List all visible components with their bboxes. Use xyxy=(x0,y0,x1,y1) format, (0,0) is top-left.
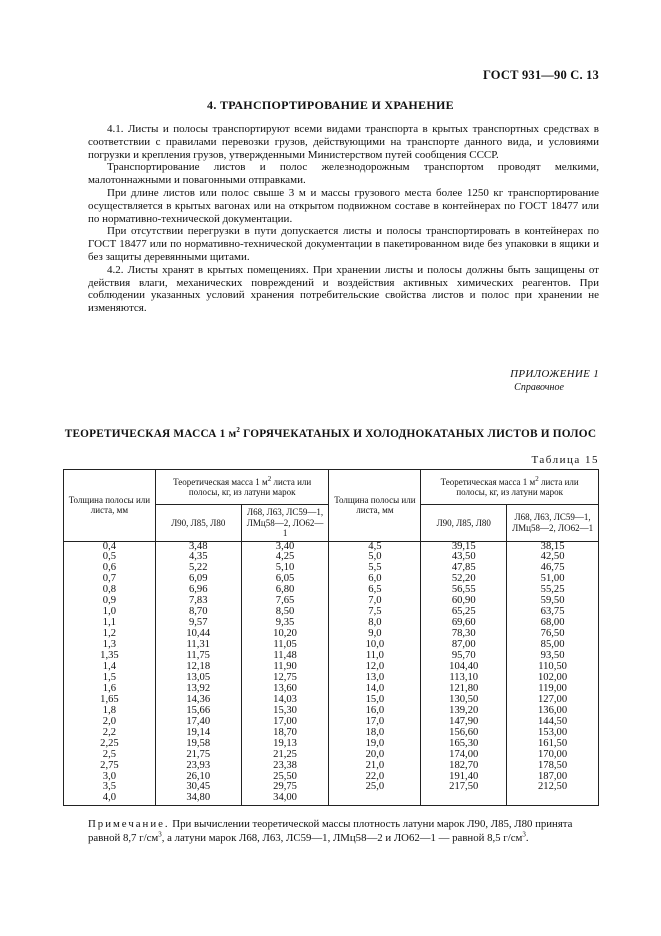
cell-mass-l68: 12,75 xyxy=(241,673,329,684)
cell-mass-l68 xyxy=(507,793,599,805)
cell-thickness: 21,0 xyxy=(329,761,421,772)
cell-thickness xyxy=(329,793,421,805)
cell-mass-l90: 217,50 xyxy=(421,782,507,793)
table-row xyxy=(64,629,599,640)
cell-thickness: 2,25 xyxy=(64,739,156,750)
cell-thickness: 0,9 xyxy=(64,596,156,607)
cell-mass-l68: 6,80 xyxy=(241,585,329,596)
table-row xyxy=(64,607,599,618)
table-row xyxy=(64,684,599,695)
paragraph: 4.1. Листы и полосы транспортируют всеми видами транспорта в крытых транспортных средствах в соответствии с правилами перевозки грузов, действующими на транспорте данного вида, и условиями погрузки и крепления грузов, утвержденными Министерством путей сообщения СССР. xyxy=(88,123,599,161)
cell-thickness: 1,65 xyxy=(64,695,156,706)
cell-thickness: 2,0 xyxy=(64,717,156,728)
header-mass-text-a: Теоретическая масса 1 м xyxy=(173,476,268,487)
cell-thickness: 0,8 xyxy=(64,585,156,596)
header-mass-text-b: листа или полосы, кг, из латуни марок xyxy=(188,476,312,497)
cell-thickness: 14,0 xyxy=(329,684,421,695)
table-title-sup: 2 xyxy=(236,426,241,435)
cell-thickness: 6,5 xyxy=(329,585,421,596)
cell-thickness: 15,0 xyxy=(329,695,421,706)
cell-thickness: 9,0 xyxy=(329,629,421,640)
cell-mass-l90: 8,70 xyxy=(155,607,241,618)
cell-mass-l90: 43,50 xyxy=(421,552,507,563)
cell-mass-l90: 130,50 xyxy=(421,695,507,706)
cell-mass-l90: 39,15 xyxy=(421,541,507,552)
table-row xyxy=(64,673,599,684)
cell-mass-l68: 21,25 xyxy=(241,750,329,761)
cell-mass-l68: 68,00 xyxy=(507,618,599,629)
cell-mass-l90: 4,35 xyxy=(155,552,241,563)
cell-mass-l90: 10,44 xyxy=(155,629,241,640)
cell-mass-l90: 78,30 xyxy=(421,629,507,640)
header-mass-text-b: листа или полосы, кг, из латуни марок xyxy=(456,476,579,497)
cell-mass-l68: 14,03 xyxy=(241,695,329,706)
cell-mass-l68: 161,50 xyxy=(507,739,599,750)
cell-mass-l90: 9,57 xyxy=(155,618,241,629)
table-row xyxy=(64,640,599,651)
cell-mass-l90: 5,22 xyxy=(155,563,241,574)
page-header: ГОСТ 931—90 С. 13 xyxy=(482,68,599,82)
cell-thickness: 3,0 xyxy=(64,772,156,783)
cell-mass-l90: 14,36 xyxy=(155,695,241,706)
cell-mass-l68: 127,00 xyxy=(507,695,599,706)
table-row xyxy=(64,717,599,728)
paragraph: При отсутствии перегрузки в пути допускается листы и полосы транспортировать в контейнерах по ГОСТ 18477 или по нормативно-технической документации в пакетированном виде без упаковки в ящики и без защиты деревянными щитами. xyxy=(88,225,599,263)
section-title: 4. ТРАНСПОРТИРОВАНИЕ И ХРАНЕНИЕ xyxy=(207,98,454,112)
cell-thickness: 3,5 xyxy=(64,782,156,793)
cell-mass-l68: 29,75 xyxy=(241,782,329,793)
cell-mass-l90: 13,05 xyxy=(155,673,241,684)
cell-mass-l90: 113,10 xyxy=(421,673,507,684)
table-row xyxy=(64,563,599,574)
table-number: Таблица 15 xyxy=(531,454,599,466)
header-alloy-l68: Л68, Л63, ЛС59—1, ЛМц58—2, ЛО62—1 xyxy=(507,505,599,542)
note-text-3: . xyxy=(525,831,529,844)
cell-thickness: 4,5 xyxy=(329,541,421,552)
cell-thickness: 1,35 xyxy=(64,651,156,662)
cell-mass-l90: 26,10 xyxy=(155,772,241,783)
cell-thickness: 1,3 xyxy=(64,640,156,651)
cell-mass-l68: 42,50 xyxy=(507,552,599,563)
table-row xyxy=(64,728,599,739)
note-text-2: , а латуни марок Л68, Л63, ЛС59—1, ЛМц58—2 и ЛО62—1 — равной 8,5 г/см xyxy=(161,831,523,844)
cell-mass-l68: 25,50 xyxy=(241,772,329,783)
cell-mass-l68: 10,20 xyxy=(241,629,329,640)
cell-mass-l90: 60,90 xyxy=(421,596,507,607)
cell-mass-l90: 56,55 xyxy=(421,585,507,596)
paragraph: 4.2. Листы хранят в крытых помещениях. При хранении листы и полосы должны быть защищены от действия влаги, механических повреждений и воздействия активных химических реагентов. При соблюдении указанных условий хранения потребительские свойства листов и полос при хранении не изменяются. xyxy=(88,263,599,315)
cell-thickness: 5,5 xyxy=(329,563,421,574)
table-title xyxy=(0,428,661,440)
cell-mass-l90: 30,45 xyxy=(155,782,241,793)
header-alloy-l90: Л90, Л85, Л80 xyxy=(155,505,241,542)
cell-mass-l68: 11,05 xyxy=(241,640,329,651)
cell-mass-l68: 46,75 xyxy=(507,563,599,574)
cell-mass-l68: 76,50 xyxy=(507,629,599,640)
cell-mass-l68: 17,00 xyxy=(241,717,329,728)
table-row xyxy=(64,761,599,772)
table-row xyxy=(64,618,599,629)
note-label: Примечание. xyxy=(88,818,170,830)
cell-thickness: 2,5 xyxy=(64,750,156,761)
cell-thickness: 8,0 xyxy=(329,618,421,629)
cell-mass-l68: 144,50 xyxy=(507,717,599,728)
cell-mass-l68: 85,00 xyxy=(507,640,599,651)
cell-mass-l68: 119,00 xyxy=(507,684,599,695)
table-row xyxy=(64,552,599,563)
cell-thickness: 0,7 xyxy=(64,574,156,585)
cell-thickness: 18,0 xyxy=(329,728,421,739)
mass-table-wrapper xyxy=(63,469,599,806)
cell-thickness: 4,0 xyxy=(64,793,156,805)
cell-mass-l68: 11,48 xyxy=(241,651,329,662)
cell-mass-l68: 11,90 xyxy=(241,662,329,673)
cell-mass-l90: 21,75 xyxy=(155,750,241,761)
cell-mass-l90: 156,60 xyxy=(421,728,507,739)
table-row xyxy=(64,574,599,585)
table-body xyxy=(64,541,599,806)
cell-thickness: 0,6 xyxy=(64,563,156,574)
table-row xyxy=(64,750,599,761)
cell-thickness: 19,0 xyxy=(329,739,421,750)
cell-mass-l68: 9,35 xyxy=(241,618,329,629)
cell-mass-l68: 6,05 xyxy=(241,574,329,585)
note-text-1: При вычислении теоретической массы плотность латуни марок Л90, Л85, Л80 принята равной 8,7 г/см xyxy=(88,818,573,844)
cell-mass-l90: 47,85 xyxy=(421,563,507,574)
cell-mass-l68: 38,15 xyxy=(507,541,599,552)
cell-mass-l68: 170,00 xyxy=(507,750,599,761)
cell-mass-l90: 13,92 xyxy=(155,684,241,695)
appendix-label xyxy=(510,368,599,394)
cell-mass-l90: 7,83 xyxy=(155,596,241,607)
cell-mass-l68: 5,10 xyxy=(241,563,329,574)
cell-thickness: 11,0 xyxy=(329,651,421,662)
cell-mass-l90: 19,14 xyxy=(155,728,241,739)
cell-thickness: 1,0 xyxy=(64,607,156,618)
cell-mass-l90: 11,75 xyxy=(155,651,241,662)
table-row xyxy=(64,793,599,805)
cell-thickness: 25,0 xyxy=(329,782,421,793)
table-row xyxy=(64,739,599,750)
cell-mass-l68: 178,50 xyxy=(507,761,599,772)
cell-mass-l90: 104,40 xyxy=(421,662,507,673)
cell-mass-l68: 110,50 xyxy=(507,662,599,673)
cell-mass-l68: 4,25 xyxy=(241,552,329,563)
cell-thickness: 2,75 xyxy=(64,761,156,772)
cell-thickness: 17,0 xyxy=(329,717,421,728)
table-row xyxy=(64,706,599,717)
cell-thickness: 20,0 xyxy=(329,750,421,761)
cell-mass-l68: 136,00 xyxy=(507,706,599,717)
table-row xyxy=(64,782,599,793)
header-mass-text-a: Теоретическая масса 1 м xyxy=(440,476,536,487)
cell-mass-l68: 13,60 xyxy=(241,684,329,695)
cell-mass-l90: 6,96 xyxy=(155,585,241,596)
cell-mass-l68: 212,50 xyxy=(507,782,599,793)
cell-mass-l90: 191,40 xyxy=(421,772,507,783)
note-sup-2: 3 xyxy=(522,829,526,838)
mass-table xyxy=(63,469,599,806)
cell-mass-l90: 23,93 xyxy=(155,761,241,772)
cell-thickness: 7,5 xyxy=(329,607,421,618)
cell-thickness: 22,0 xyxy=(329,772,421,783)
cell-mass-l68: 8,50 xyxy=(241,607,329,618)
cell-mass-l68: 23,38 xyxy=(241,761,329,772)
cell-thickness: 1,8 xyxy=(64,706,156,717)
cell-thickness: 7,0 xyxy=(329,596,421,607)
table-row xyxy=(64,541,599,552)
cell-thickness: 13,0 xyxy=(329,673,421,684)
cell-mass-l90: 52,20 xyxy=(421,574,507,585)
cell-mass-l90: 147,90 xyxy=(421,717,507,728)
cell-mass-l90: 165,30 xyxy=(421,739,507,750)
table-row xyxy=(64,651,599,662)
paragraph: Транспортирование листов и полос железнодорожным транспортом проводят мелкими, малотоннажными и повагонными отправками. xyxy=(88,161,599,187)
cell-thickness: 2,2 xyxy=(64,728,156,739)
cell-mass-l68: 15,30 xyxy=(241,706,329,717)
table-row xyxy=(64,585,599,596)
cell-mass-l90: 3,48 xyxy=(155,541,241,552)
cell-mass-l68: 187,00 xyxy=(507,772,599,783)
paragraph: При длине листов или полос свыше 3 м и массы грузового места более 1250 кг транспортирование осуществляется в крытых вагонах или на открытом подвижном составе в контейнерах по ГОСТ 18477 или по нормативно-технической документации. xyxy=(88,186,599,225)
table-row xyxy=(64,695,599,706)
note-sup-1: 3 xyxy=(158,829,162,838)
cell-thickness: 1,1 xyxy=(64,618,156,629)
cell-mass-l90: 174,00 xyxy=(421,750,507,761)
cell-thickness: 16,0 xyxy=(329,706,421,717)
appendix-type: Справочное xyxy=(514,382,564,393)
cell-mass-l90: 65,25 xyxy=(421,607,507,618)
cell-thickness: 0,5 xyxy=(64,552,156,563)
header-mass-2 xyxy=(421,470,599,505)
cell-mass-l90: 15,66 xyxy=(155,706,241,717)
cell-thickness: 6,0 xyxy=(329,574,421,585)
table-title-part1: ТЕОРЕТИЧЕСКАЯ МАССА 1 м xyxy=(64,428,237,440)
header-alloy-l68: Л68, Л63, ЛС59—1, ЛМц58—2, ЛО62—1 xyxy=(241,505,329,542)
cell-mass-l68: 3,40 xyxy=(241,541,329,552)
cell-mass-l90: 95,70 xyxy=(421,651,507,662)
cell-mass-l90: 121,80 xyxy=(421,684,507,695)
cell-mass-l90: 11,31 xyxy=(155,640,241,651)
cell-mass-l90: 87,00 xyxy=(421,640,507,651)
cell-mass-l68: 93,50 xyxy=(507,651,599,662)
cell-thickness: 1,4 xyxy=(64,662,156,673)
cell-thickness: 1,2 xyxy=(64,629,156,640)
table-row xyxy=(64,662,599,673)
cell-mass-l68: 34,00 xyxy=(241,793,329,805)
cell-mass-l68: 7,65 xyxy=(241,596,329,607)
header-thickness-2: Толщина полосы или листа, мм xyxy=(329,470,421,542)
header-mass-1 xyxy=(155,470,329,505)
cell-mass-l90: 6,09 xyxy=(155,574,241,585)
cell-mass-l90: 12,18 xyxy=(155,662,241,673)
header-thickness-1: Толщина полосы или листа, мм xyxy=(64,470,156,542)
header-mass-sup: 2 xyxy=(535,474,539,483)
cell-mass-l90: 34,80 xyxy=(155,793,241,805)
cell-thickness: 1,5 xyxy=(64,673,156,684)
header-mass-sup: 2 xyxy=(267,474,272,483)
section-body xyxy=(88,123,599,315)
table-title-part2: ГОРЯЧЕКАТАНЫХ И ХОЛОДНОКАТАНЫХ ЛИСТОВ И ПОЛОС xyxy=(240,428,597,440)
header-alloy-l90: Л90, Л85, Л80 xyxy=(421,505,507,542)
cell-mass-l90: 19,58 xyxy=(155,739,241,750)
cell-thickness: 10,0 xyxy=(329,640,421,651)
table-row xyxy=(64,772,599,783)
cell-mass-l68: 153,00 xyxy=(507,728,599,739)
cell-mass-l68: 59,50 xyxy=(507,596,599,607)
cell-thickness: 1,6 xyxy=(64,684,156,695)
table-bottom-rule xyxy=(64,806,599,807)
cell-mass-l68: 102,00 xyxy=(507,673,599,684)
cell-mass-l90: 182,70 xyxy=(421,761,507,772)
cell-thickness: 5,0 xyxy=(329,552,421,563)
table-note xyxy=(88,818,603,845)
cell-thickness: 12,0 xyxy=(329,662,421,673)
cell-thickness: 0,4 xyxy=(64,541,156,552)
cell-mass-l68: 19,13 xyxy=(241,739,329,750)
cell-mass-l68: 63,75 xyxy=(507,607,599,618)
cell-mass-l90 xyxy=(421,793,507,805)
cell-mass-l90: 139,20 xyxy=(421,706,507,717)
cell-mass-l68: 51,00 xyxy=(507,574,599,585)
cell-mass-l90: 69,60 xyxy=(421,618,507,629)
cell-mass-l68: 55,25 xyxy=(507,585,599,596)
cell-mass-l90: 17,40 xyxy=(155,717,241,728)
table-row xyxy=(64,596,599,607)
cell-mass-l68: 18,70 xyxy=(241,728,329,739)
appendix-title: ПРИЛОЖЕНИЕ 1 xyxy=(510,368,599,380)
